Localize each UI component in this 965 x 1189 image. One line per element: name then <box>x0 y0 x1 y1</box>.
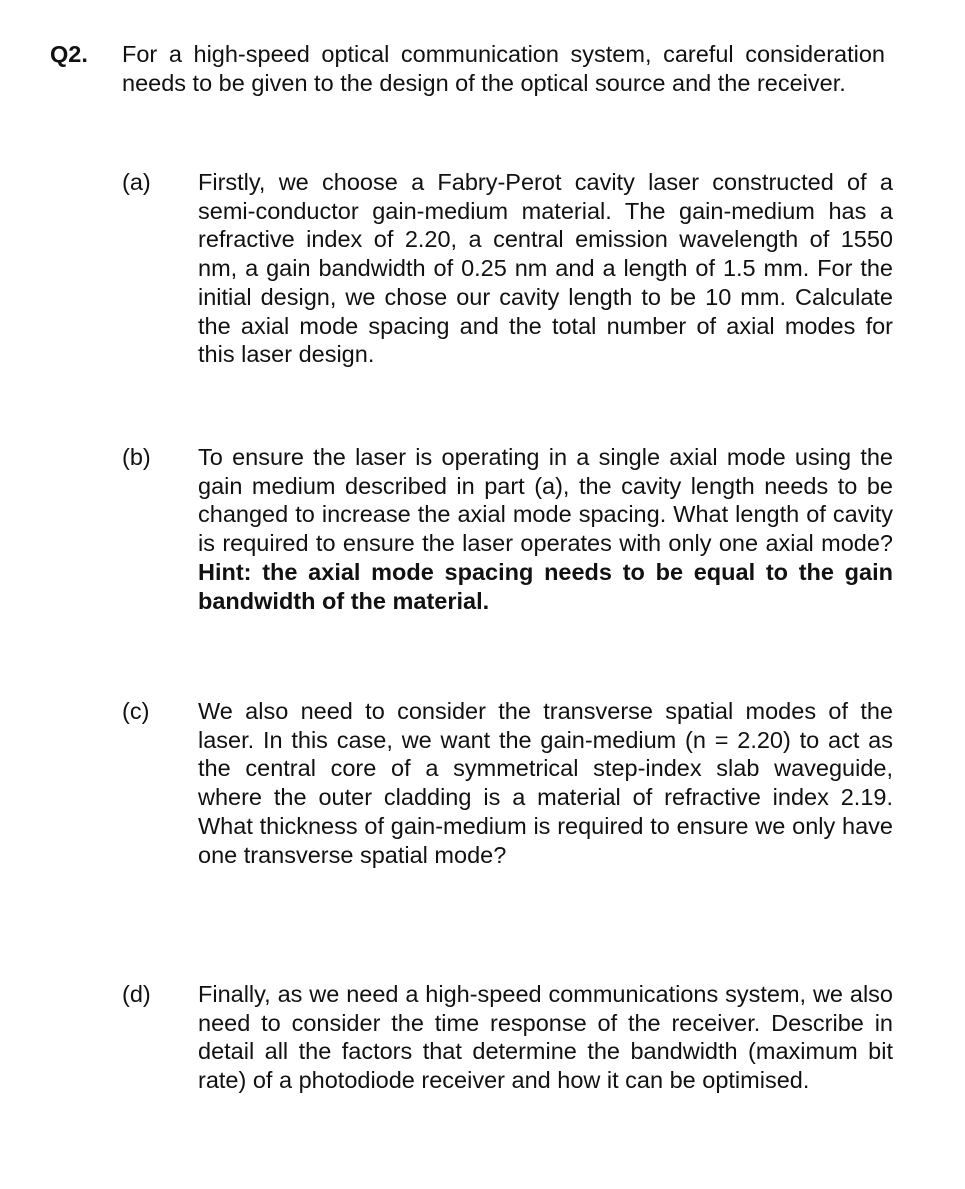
part-d-label: (d) <box>122 981 151 1007</box>
part-b-hint: Hint: the axial mode spacing needs to be equal to the gain bandwidth of the material. <box>198 558 893 614</box>
part-b-body: To ensure the laser is operating in a single axial mode using the gain medium described in part (a), the cavity length needs to be changed to increase the axial mode spacing. What length of cavity is required to ensure the laser operates with only one axial mode? <box>198 444 893 557</box>
part-c-text: We also need to consider the transverse spatial modes of the laser. In this case, we want the gain-medium (n = 2.20) to act as the central core of a symmetrical step-index slab waveguide, where the outer cladding is a material of refractive index 2.19. What thickness of gain-medium is required to ensure we only have one transverse spatial mode? <box>198 698 893 868</box>
question-intro: For a high-speed optical communication system, careful consideration needs to be given to the design of the optical source and the receiver. <box>122 41 885 96</box>
part-b-label: (b) <box>122 444 151 470</box>
part-b-text <box>198 443 893 615</box>
part-c-label: (c) <box>122 698 150 724</box>
part-a-label: (a) <box>122 169 151 195</box>
question-number: Q2. <box>50 41 88 67</box>
part-a-text: Firstly, we choose a Fabry-Perot cavity laser constructed of a semi-conductor gain-medium material. The gain-medium has a refractive index of 2.20, a central emission wavelength of 1550 nm, a gain bandwidth of 0.25 nm and a length of 1.5 mm. For the initial design, we chose our cavity length to be 10 mm. Calculate the axial mode spacing and the total number of axial modes for this laser design. <box>198 169 893 368</box>
part-d-text: Finally, as we need a high-speed communications system, we also need to consider the time response of the receiver. Describe in detail all the factors that determine the bandwidth (maximum bit rate) of a photodiode receiver and how it can be optimised. <box>198 981 893 1094</box>
